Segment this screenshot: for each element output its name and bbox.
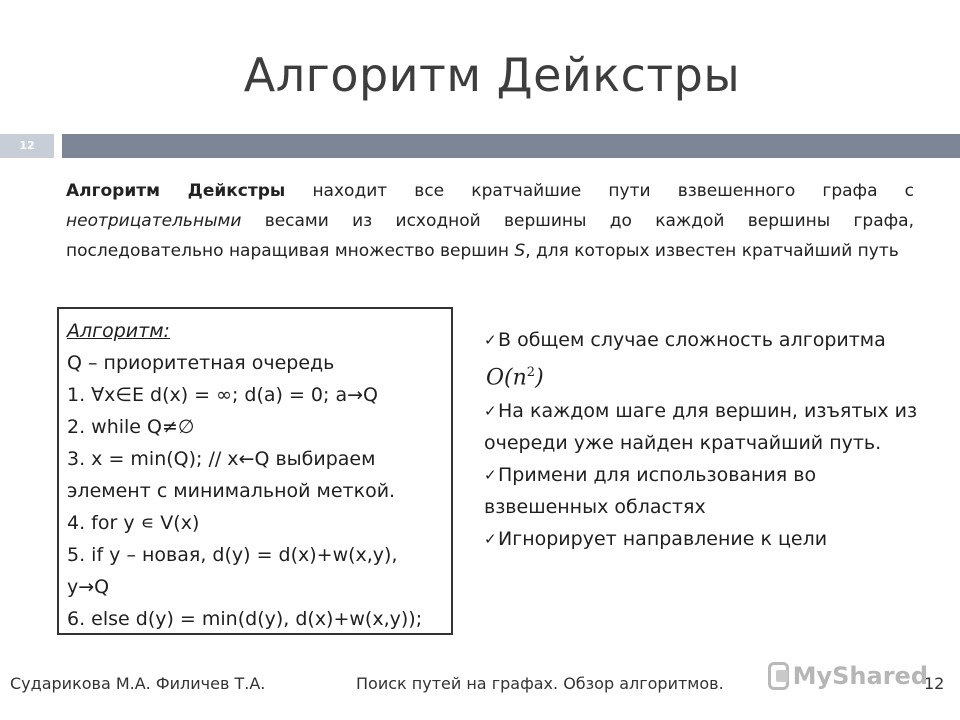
property-item <box>484 324 944 395</box>
checkmark-icon: ✓ <box>484 402 497 421</box>
footer-authors: Сударикова М.А. Филичев Т.А. <box>10 674 266 693</box>
complexity-close: ) <box>535 365 544 391</box>
checkmark-icon: ✓ <box>484 466 497 485</box>
algorithm-line: Q – приоритетная очередь <box>67 352 335 374</box>
myshared-logo-icon <box>768 662 789 690</box>
checkmark-icon: ✓ <box>484 530 497 549</box>
intro-part3: , для которых известен кратчайший путь <box>525 241 899 261</box>
property-item <box>484 395 944 459</box>
intro-bold: Алгоритм Дейкстры <box>66 181 286 201</box>
property-text: Примени для использования во взвешенных областях <box>484 464 817 519</box>
algorithm-line: 4. for y ∊ V(x) <box>67 512 200 534</box>
property-text: На каждом шаге для вершин, изъятых из очереди уже найден кратчайший путь. <box>484 400 918 455</box>
complexity-exponent: 2 <box>526 365 536 380</box>
intro-part2: весами из исходной вершины до каждой вершины графа, последовательно наращивая множество вершин <box>66 211 914 261</box>
watermark <box>768 658 928 694</box>
algorithm-line: 6. else d(y) = min(d(y), d(x)+w(x,y)); <box>67 608 423 630</box>
algorithm-line: 3. x = min(Q); // x←Q выбираем <box>67 448 376 470</box>
checkmark-icon: ✓ <box>484 331 497 349</box>
algorithm-box <box>57 307 453 635</box>
intro-italic: неотрицательными <box>66 211 242 231</box>
property-item <box>484 459 944 523</box>
footer-page-number: 12 <box>924 674 945 693</box>
complexity-base: O(n <box>486 365 527 391</box>
footer-topic: Поиск путей на графах. Обзор алгоритмов. <box>356 674 724 693</box>
property-text: В общем случае сложность алгоритма <box>498 329 886 351</box>
intro-part1: находит все кратчайшие пути взвешенного графа с <box>285 181 914 201</box>
intro-set-symbol: S <box>514 241 526 261</box>
intro-paragraph <box>66 176 914 266</box>
slide-number-badge: 12 <box>0 134 54 158</box>
property-text: Игнорирует направление к цели <box>498 528 828 551</box>
slide-title: Алгоритм Дейкстры <box>243 48 741 102</box>
watermark-text: MyShared <box>792 662 928 690</box>
algorithm-line: 5. if y – новая, d(y) = d(x)+w(x,y), <box>67 544 398 566</box>
properties-list <box>484 324 944 555</box>
algorithm-line: 2. while Q≠∅ <box>67 416 195 438</box>
algorithm-line: 1. ∀x∈E d(x) = ∞; d(a) = 0; a→Q <box>67 384 378 406</box>
algorithm-heading: Алгоритм: <box>67 320 170 342</box>
complexity-formula <box>484 356 944 395</box>
header-bar <box>62 134 960 158</box>
property-item <box>484 523 944 555</box>
algorithm-line: элемент с минимальной меткой. <box>67 480 396 502</box>
algorithm-line: y→Q <box>67 576 110 598</box>
